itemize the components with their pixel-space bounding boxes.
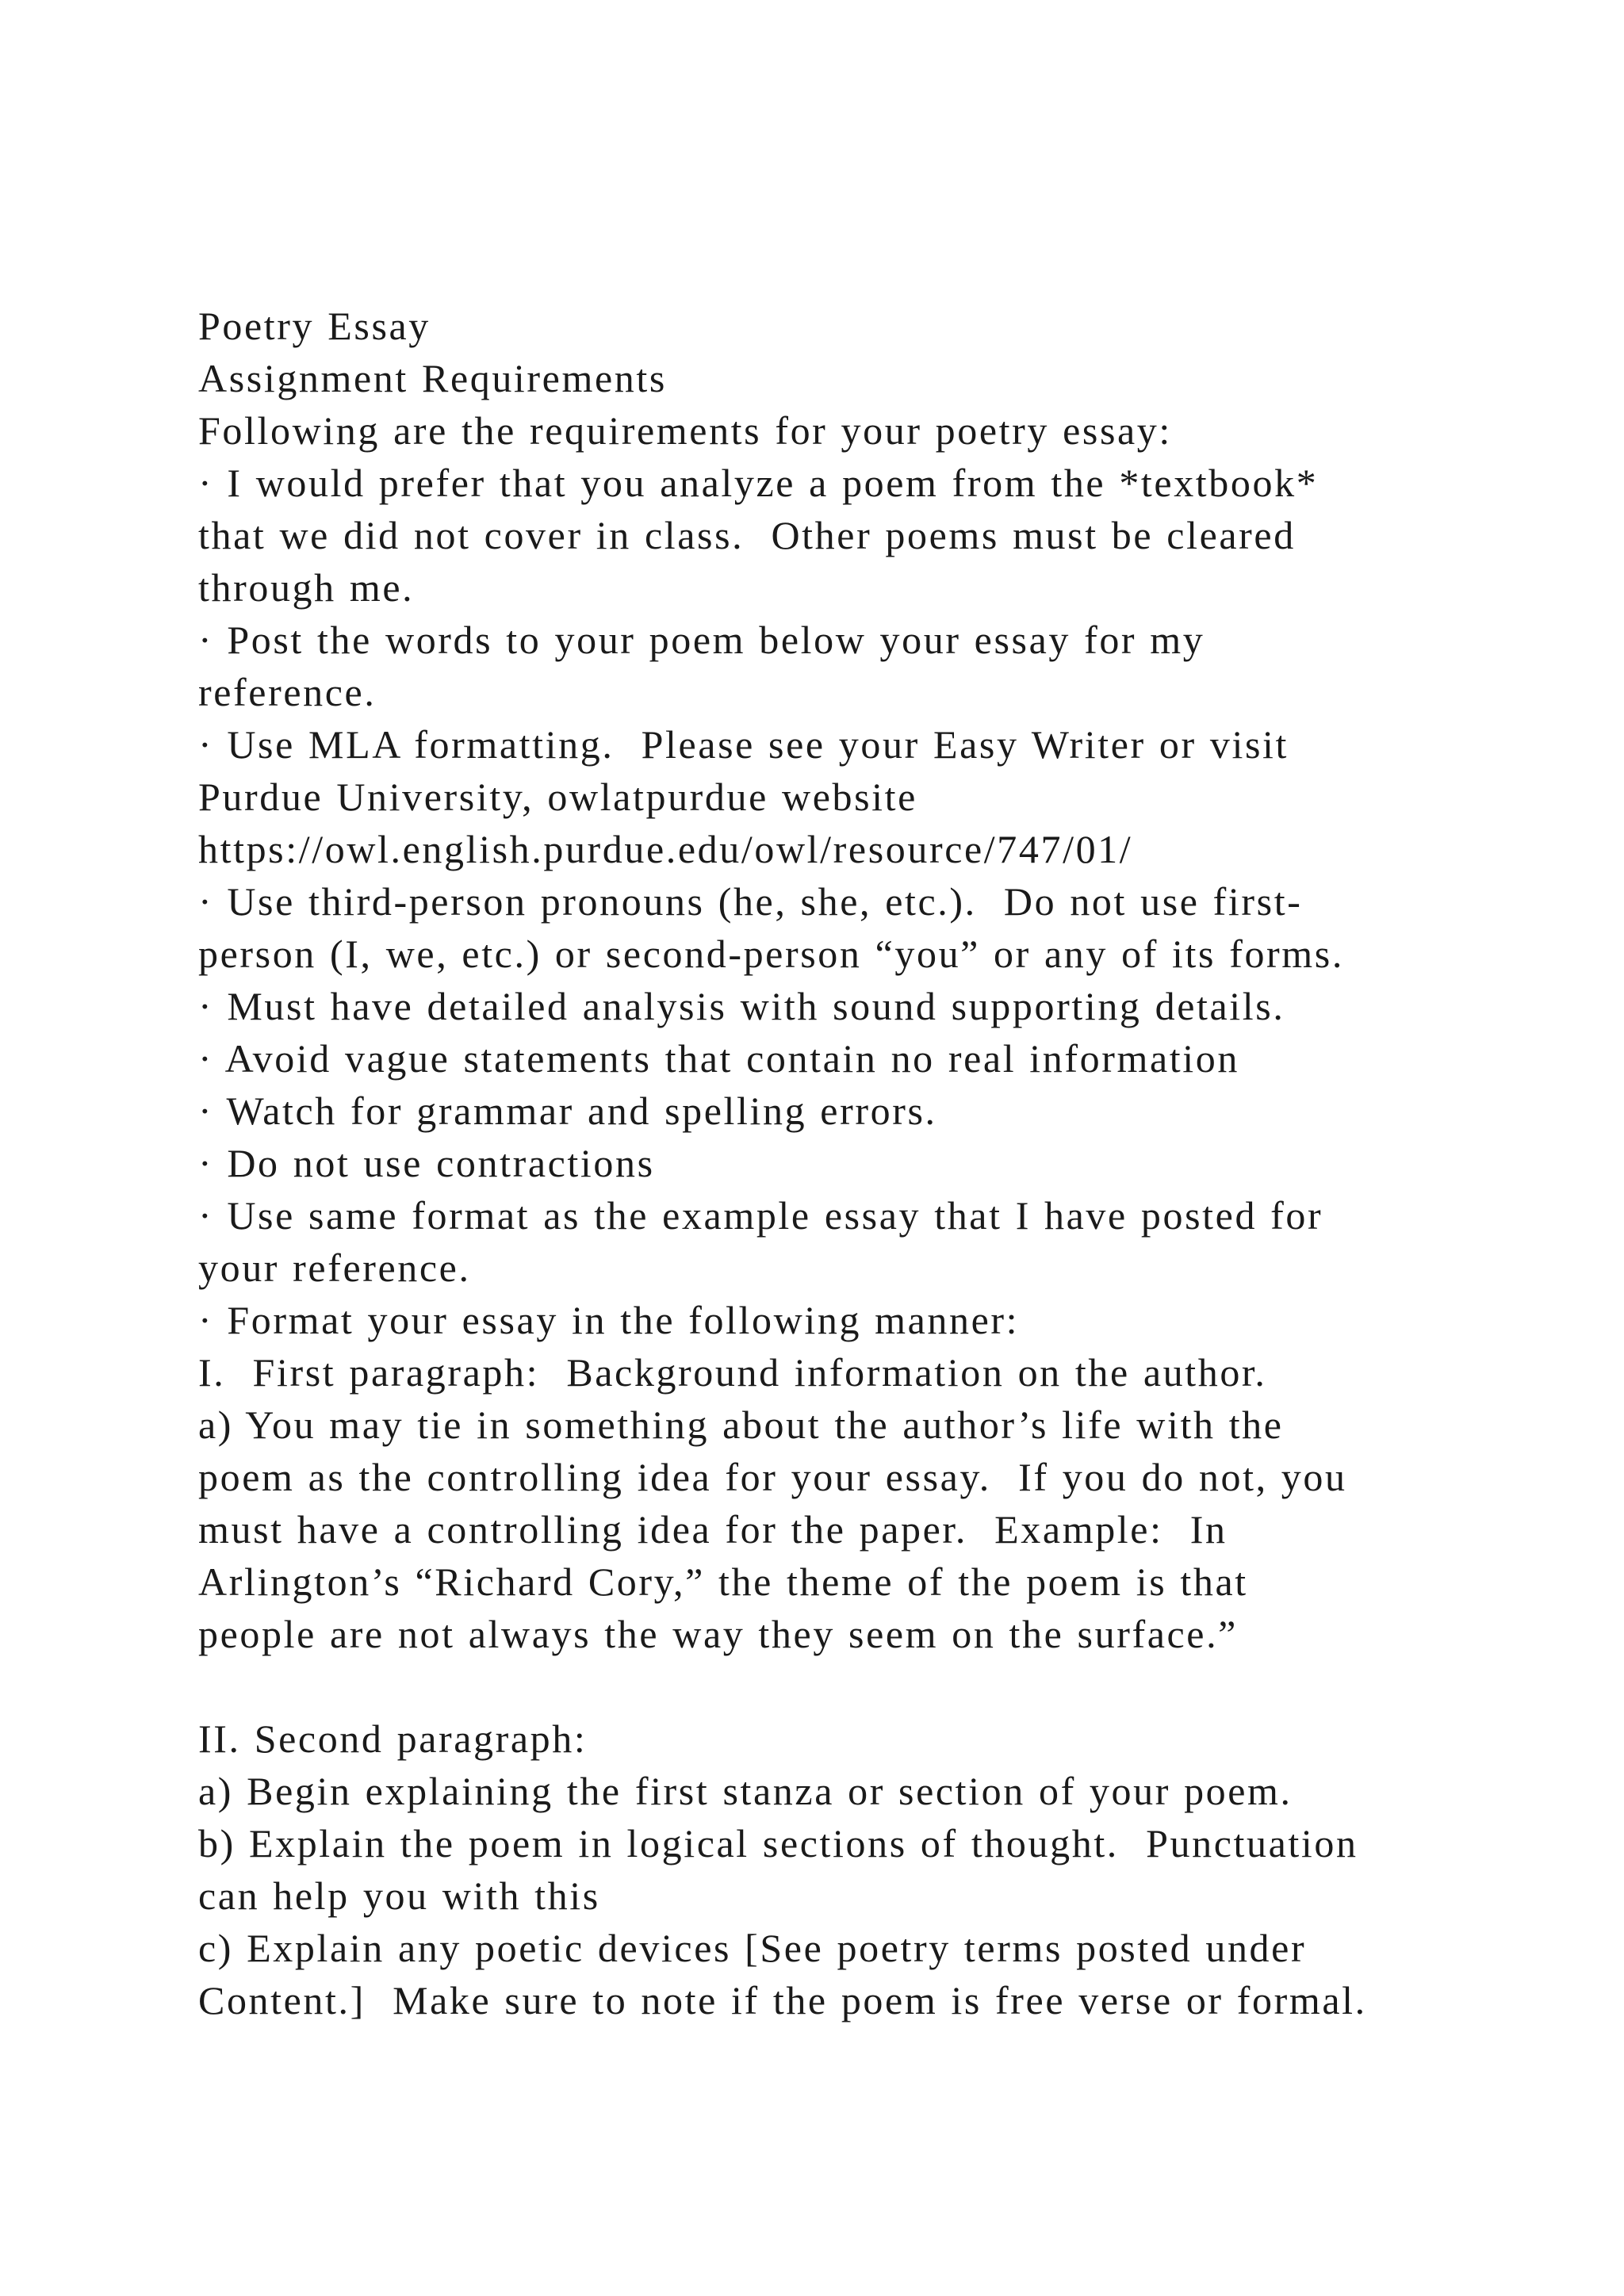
text-line: a) You may tie in something about the author’s life with the <box>198 1402 1284 1447</box>
url-text: https://owl.english.purdue.edu/owl/resource/747/01/ <box>198 827 1133 871</box>
text-line: person (I, we, etc.) or second-person “you” or any of its forms. <box>198 932 1344 976</box>
text-line: can help you with this <box>198 1873 600 1918</box>
text-line: that we did not cover in class. Other poems must be cleared <box>198 513 1296 557</box>
text-line: · Avoid vague statements that contain no real information <box>198 1036 1239 1081</box>
text-line: Following are the requirements for your poetry essay: <box>198 408 1172 453</box>
text-line: · Watch for grammar and spelling errors. <box>198 1089 937 1133</box>
text-line: · Use MLA formatting. Please see your Easy Writer or visit <box>198 722 1289 767</box>
text-line: Arlington’s “Richard Cory,” the theme of the poem is that <box>198 1559 1248 1604</box>
text-line: must have a controlling idea for the paper. Example: In <box>198 1507 1228 1552</box>
text-line: your reference. <box>198 1246 471 1290</box>
document-title: Poetry Essay <box>198 304 431 348</box>
text-line: Purdue University, owlatpurdue website <box>198 775 917 819</box>
text-line: II. Second paragraph: <box>198 1716 588 1761</box>
text-line: reference. <box>198 670 377 714</box>
text-line: · Must have detailed analysis with sound supporting details. <box>198 984 1285 1028</box>
document-subtitle: Assignment Requirements <box>198 356 667 400</box>
blank-line <box>198 1660 1483 1712</box>
text-line: poem as the controlling idea for your essay. If you do not, you <box>198 1455 1347 1499</box>
text-line: · Use same format as the example essay that I have posted for <box>198 1193 1323 1238</box>
text-line: through me. <box>198 565 415 610</box>
text-line: · I would prefer that you analyze a poem from the *textbook* <box>198 461 1319 505</box>
text-line: c) Explain any poetic devices [See poetry terms posted under <box>198 1926 1307 1970</box>
text-line: · Do not use contractions <box>198 1141 655 1185</box>
text-line: Content.] Make sure to note if the poem is free verse or formal. <box>198 1978 1367 2022</box>
text-line: b) Explain the poem in logical sections of thought. Punctuation <box>198 1821 1358 1866</box>
text-line: a) Begin explaining the first stanza or section of your poem. <box>198 1769 1293 1813</box>
text-line: people are not always the way they seem on the surface.” <box>198 1612 1238 1656</box>
text-line: · Format your essay in the following manner: <box>198 1298 1020 1342</box>
document-page <box>198 300 1483 2026</box>
text-line: · Use third-person pronouns (he, she, etc.). Do not use first- <box>198 879 1303 924</box>
text-line: · Post the words to your poem below your essay for my <box>198 618 1205 662</box>
text-line: I. First paragraph: Background information on the author. <box>198 1350 1267 1395</box>
